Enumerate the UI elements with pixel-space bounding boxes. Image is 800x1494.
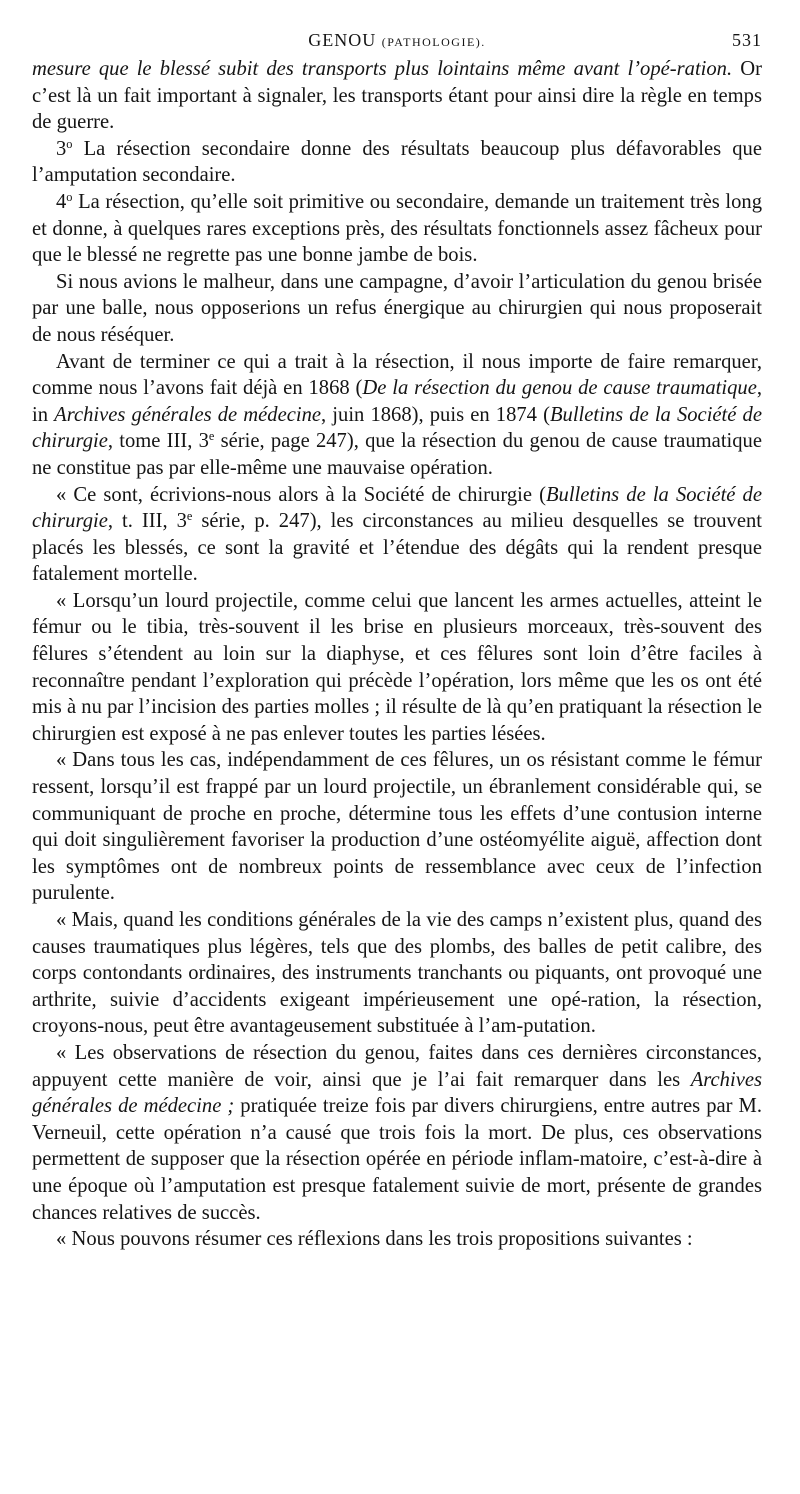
text-run: , t. III, 3 <box>107 510 187 533</box>
text-run: « Les observations de résection du genou, faites dans ces dernières circonstances, appuyent cette manière de voir, ainsi que je l’ai fait remarquer dans les <box>32 1041 762 1091</box>
paragraph <box>32 56 762 136</box>
text-run: « Mais, quand les conditions générales de la vie des camps n’existent plus, quand des causes traumatiques plus légères, tels que des plombs, des balles de petit calibre, des corps contondants ordinaires, des instruments tranchants ou piquants, ont provoqué une arthrite, suivie d’accidents exigeant impérieusement une opé-ration, la résection, croyons-nous, peut être avantageusement substituée à l’am-putation. <box>32 909 762 1038</box>
text-run: La résection secondaire donne des résultats beaucoup plus défavorables que l’amputation secondaire. <box>32 137 762 187</box>
paragraph <box>32 747 762 907</box>
paragraph <box>32 1040 762 1226</box>
text-run: « Nous pouvons résumer ces réflexions dans les trois propositions suivantes : <box>56 1228 693 1251</box>
text-run: « Ce sont, écrivions-nous alors à la Société de chirurgie ( <box>56 483 546 506</box>
text-run: 3 <box>56 137 67 160</box>
paragraph <box>32 136 762 189</box>
paragraph <box>32 482 762 588</box>
text-run: , tome III, 3 <box>107 430 209 453</box>
ordinal-suffix: e <box>208 429 215 444</box>
text-run: « Dans tous les cas, indépendamment de ces fêlures, un os résistant comme le fémur ressent, lorsqu’il est frappé par un lourd projectile, un ébranlement considérable qui, se communiquant de proche en proche, détermine tous les effets d’une contusion interne qui doit singulièrement favoriser la production d’une ostéomyélite aiguë, affection dont les symptômes ont de nombreux points de ressemblance avec ceux de l’infection purulente. <box>32 749 762 905</box>
running-head <box>32 30 762 56</box>
text-run: série, p. 247), les circonstances au milieu desquelles se trouvent placés les blessés, ce sont la gravité et l’étendue des dégâts qui la rendent presque fatalement mortelle. <box>32 510 763 586</box>
ordinal-suffix: o <box>66 136 73 151</box>
text-run: , juin 1868), puis en 1874 ( <box>321 403 550 426</box>
italic-text: De la résection du genou de cause traumatique <box>362 377 757 400</box>
paragraph <box>32 588 762 748</box>
paragraph <box>32 349 762 482</box>
paragraph <box>32 1226 762 1253</box>
text-run: , in <box>32 377 762 426</box>
text-run: Avant de terminer ce qui a trait à la résection, il nous importe de faire remarquer, comme nous l’avons fait déjà en 1868 ( <box>32 350 762 400</box>
page-number: 531 <box>732 30 762 50</box>
paragraph <box>32 269 762 349</box>
ordinal-suffix: e <box>186 509 193 524</box>
body-text <box>32 56 762 1253</box>
text-run: pratiquée treize fois par divers chirurgiens, entre autres par M. Verneuil, cette opération n’a causé que trois fois la mort. De plus, ces observations permettent de supposer que la résection opérée en période inflam-matoire, c’est-à-dire à une époque où l’amputation est presque fatalement suivie de mort, présente de grandes chances relatives de succès. <box>32 1095 762 1224</box>
running-head-title <box>32 30 762 51</box>
italic-text: Archives générales de médecine ; <box>32 1068 762 1118</box>
italic-text: Bulletins de la Société de chirurgie <box>32 403 762 453</box>
italic-text: Archives générales de médecine <box>54 403 322 426</box>
text-run: La résection, qu’elle soit primitive ou secondaire, demande un traitement très long et donne, à quelques rares exceptions près, des résultats fonctionnels assez fâcheux pour que le blessé ne regrette pas une bonne jambe de bois. <box>32 190 762 267</box>
paragraph <box>32 907 762 1040</box>
text-run: Or c’est là un fait important à signaler, les transports étant pour ainsi dire la règle en temps de guerre. <box>32 58 763 134</box>
text-run: Si nous avions le malheur, dans une campagne, d’avoir l’articulation du genou brisée par une balle, nous opposerions un refus énergique au chirurgien qui nous proposerait de nous réséquer. <box>32 270 762 346</box>
italic-text: Bulletins de la Société de chirurgie <box>32 483 762 533</box>
running-head-title-main: GENOU <box>308 30 382 50</box>
text-run: « Lorsqu’un lourd projectile, comme celui que lancent les armes actuelles, atteint le fémur ou le tibia, très-souvent il les brise en plusieurs morceaux, très-souvent des fêlures s’étendent au loin sur la diaphyse, et ces fêlures sont loin d’être faciles à reconnaître pendant l’exploration qui précède l’opération, lors même que les os ont été mis à nu par l’incision des parties molles ; il résulte de là qu’en pratiquant la résection le chirurgien est exposé à ne pas enlever toutes les parties lésées. <box>32 589 762 745</box>
text-run: 4 <box>56 190 67 213</box>
running-head-title-subject: (PATHOLOGIE). <box>381 35 486 49</box>
text-run: série, page 247), que la résection du genou de cause traumatique ne constitue pas par elle-même une mauvaise opération. <box>32 430 762 479</box>
italic-text: mesure que le blessé subit des transports plus lointains même avant l’opé-ration. <box>32 58 733 80</box>
ordinal-suffix: o <box>66 190 73 205</box>
paragraph <box>32 189 762 269</box>
